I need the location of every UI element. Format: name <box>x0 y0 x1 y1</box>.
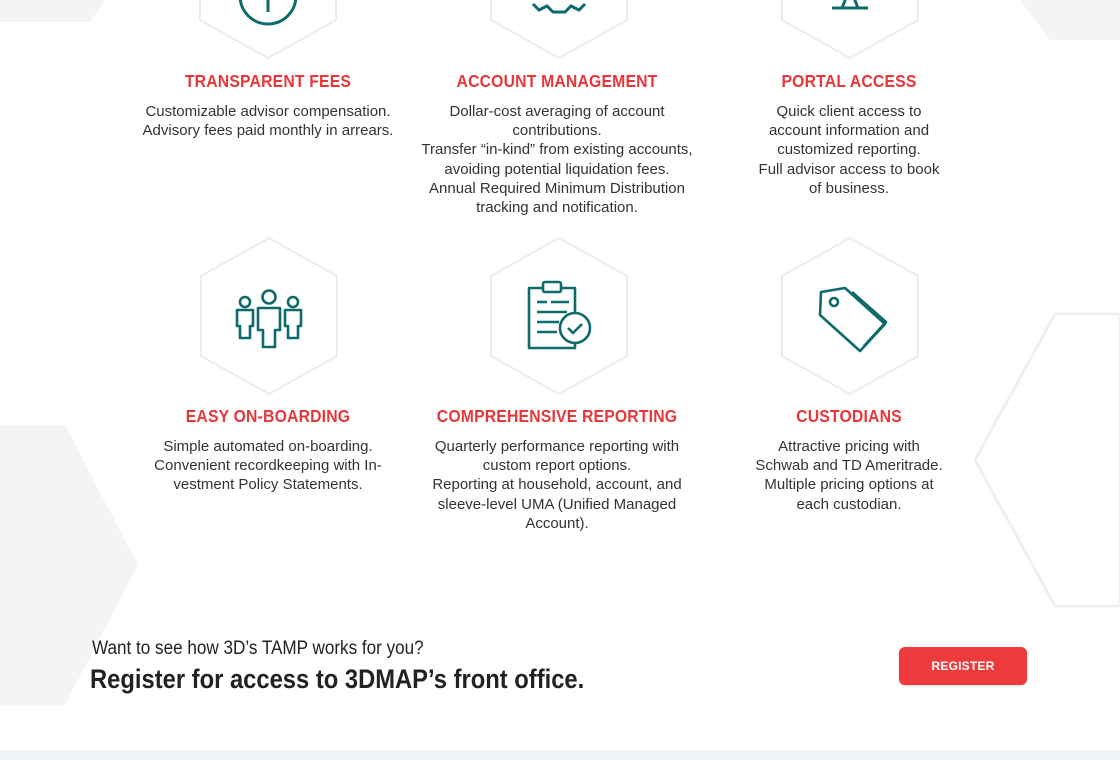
description-line: Multiple pricing options at <box>764 476 934 494</box>
description-line: vestment Policy Statements. <box>173 476 363 494</box>
description-line: Quick client access to <box>776 103 922 120</box>
description-line: customized reporting. <box>777 141 921 159</box>
feature-description <box>118 102 418 140</box>
description-line: Customizable advisor compensation. <box>145 103 391 120</box>
feature-description <box>407 437 707 533</box>
feature-title: COMPREHENSIVE REPORTING <box>436 406 678 426</box>
feature-custodians <box>699 405 999 514</box>
feature-description <box>699 102 999 198</box>
background-shape-top-left <box>0 0 110 30</box>
description-line: Quarterly performance reporting with <box>434 438 680 455</box>
description-line: sleeve-level UMA (Unified Managed <box>437 495 677 513</box>
feature-title: PORTAL ACCESS <box>781 71 917 91</box>
footer-band <box>0 750 1120 760</box>
description-line: of business. <box>808 179 890 197</box>
feature-description <box>118 437 418 495</box>
description-line: Attractive pricing with <box>778 438 920 455</box>
description-line: Dollar-cost averaging of account <box>449 103 665 120</box>
description-line: Advisory fees paid monthly in arrears. <box>142 122 394 140</box>
cta-title: Register for access to 3DMAP’s front office. <box>90 664 585 694</box>
register-button[interactable]: REGISTER <box>899 647 1027 685</box>
feature-comprehensive-reporting <box>407 405 707 533</box>
description-line: custom report options. <box>482 457 632 475</box>
description-line: Convenient recordkeeping with In- <box>154 457 382 475</box>
feature-title: CUSTODIANS <box>796 406 902 426</box>
feature-title: EASY ON-BOARDING <box>185 406 351 426</box>
feature-title: ACCOUNT MANAGEMENT <box>456 71 658 91</box>
description-line: contributions. <box>512 122 602 140</box>
description-line: each custodian. <box>796 495 902 513</box>
feature-title: TRANSPARENT FEES <box>184 71 352 91</box>
description-line: avoiding potential liquidation fees. <box>444 160 670 178</box>
description-line: account information and <box>768 122 930 140</box>
feature-description <box>407 102 707 217</box>
description-line: Annual Required Minimum Distribution <box>429 179 685 197</box>
feature-transparent-fees <box>118 70 418 140</box>
feature-account-management <box>407 70 707 217</box>
hex-badge-comprehensive-reporting <box>489 236 629 396</box>
hex-badge-account-management <box>489 0 629 60</box>
description-line: tracking and notification. <box>476 199 638 217</box>
feature-portal-access <box>699 70 999 198</box>
hex-badge-easy-onboarding <box>199 236 339 396</box>
description-line: Simple automated on-boarding. <box>163 438 373 455</box>
feature-easy-onboarding <box>118 405 418 495</box>
background-shape-top-right <box>1010 0 1120 45</box>
hex-badge-portal-access <box>780 0 920 60</box>
hex-badge-transparent-fees <box>198 0 338 60</box>
feature-description <box>699 437 999 514</box>
description-line: Account). <box>525 514 589 532</box>
description-line: Full advisor access to book <box>758 160 940 178</box>
description-line: Reporting at household, account, and <box>432 476 682 494</box>
cta-subtitle: Want to see how 3D’s TAMP works for you? <box>92 638 424 659</box>
description-line: Schwab and TD Ameritrade. <box>755 457 943 475</box>
description-line: Transfer “in-kind” from existing accounts, <box>421 141 693 159</box>
hex-badge-custodians <box>780 236 920 396</box>
